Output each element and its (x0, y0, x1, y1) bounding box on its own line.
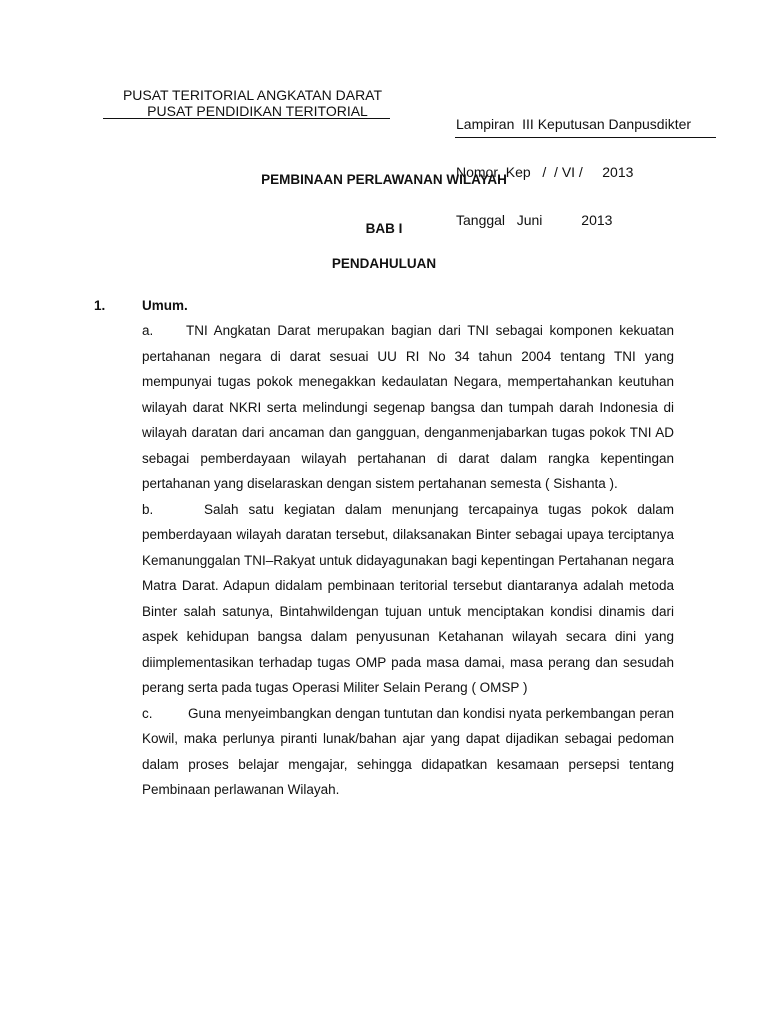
paragraph-text: Guna menyeimbangkan dengan tuntutan dan kondisi nyata perkembangan peran Kowil, maka perlunya piranti lunak/bahan ajar yang dapat dijadikan sebagai pedoman dalam proses belajar mengajar, sehingga didapatkan kesamaan persepsi tentang Pembinaan perlawanan Wilayah. (142, 705, 674, 797)
paragraph-b (142, 497, 674, 701)
paragraph-c (142, 701, 674, 803)
organization-name: PUSAT TERITORIAL ANGKATAN DARAT (122, 87, 383, 103)
chapter-title: PENDAHULUAN (331, 256, 437, 271)
reference-attachment: Lampiran III Keputusan Danpusdikter (456, 116, 692, 132)
section-number: 1. (94, 298, 106, 313)
organization-unit: PUSAT PENDIDIKAN TERITORIAL (147, 103, 368, 119)
reference-number: Nomor Kep / / VI / 2013 (456, 164, 634, 180)
paragraph-text: Salah satu kegiatan dalam menunjang tercapainya tugas pokok dalam pemberdayaan wilayah daratan tersebut, dilaksanakan Binter sebagai upaya terciptanya Kemanunggalan TNI–Rakyat untuk didayagunakan bagi kepentingan Pertahanan negara Matra Darat. Adapun didalam pembinaan teritorial tersebut diantaranya adalah metoda Binter salah satunya, Bintahwildengan tujuan untuk menciptakan kondisi dinamis dari aspek kehidupan bangsa dalam penyusunan Ketahanan wilayah secara dini yang diimplementasikan terhadap tugas OMP pada masa damai, masa perang dan sesudah perang serta pada tugas Operasi Militer Selain Perang ( OMSP ) (142, 501, 674, 695)
paragraph-label: a. (142, 323, 154, 338)
reference-date: Tanggal Juni 2013 (456, 212, 613, 228)
paragraph-label: c. (142, 705, 153, 721)
organization-header (100, 87, 405, 119)
header-underline-left (103, 118, 390, 119)
section-body (142, 318, 674, 803)
document-title: PEMBINAAN PERLAWANAN WILAYAH (261, 172, 507, 187)
paragraph-text: TNI Angkatan Darat merupakan bagian dari TNI sebagai komponen kekuatan pertahanan negara di darat sesuai UU RI No 34 tahun 2004 tentang TNI yang mempunyai tugas pokok menegakkan kedaulatan Negara, mempertahankan keutuhan wilayah darat NKRI serta melindungi segenap bangsa dan tumpah darah Indonesia di wilayah daratan dari ancaman dan gangguan, denganmenjabarkan tugas pokok TNI AD sebagai pemberdayaan wilayah pertahanan di darat dalam rangka kepentingan pertahanan yang diselaraskan dengan sistem pertahanan semesta ( Sishanta ). (142, 323, 674, 491)
paragraph-a (142, 318, 674, 497)
chapter-number: BAB I (365, 221, 403, 236)
paragraph-label: b. (142, 501, 154, 517)
header-underline-right (455, 137, 716, 138)
section-title: Umum. (142, 298, 188, 313)
